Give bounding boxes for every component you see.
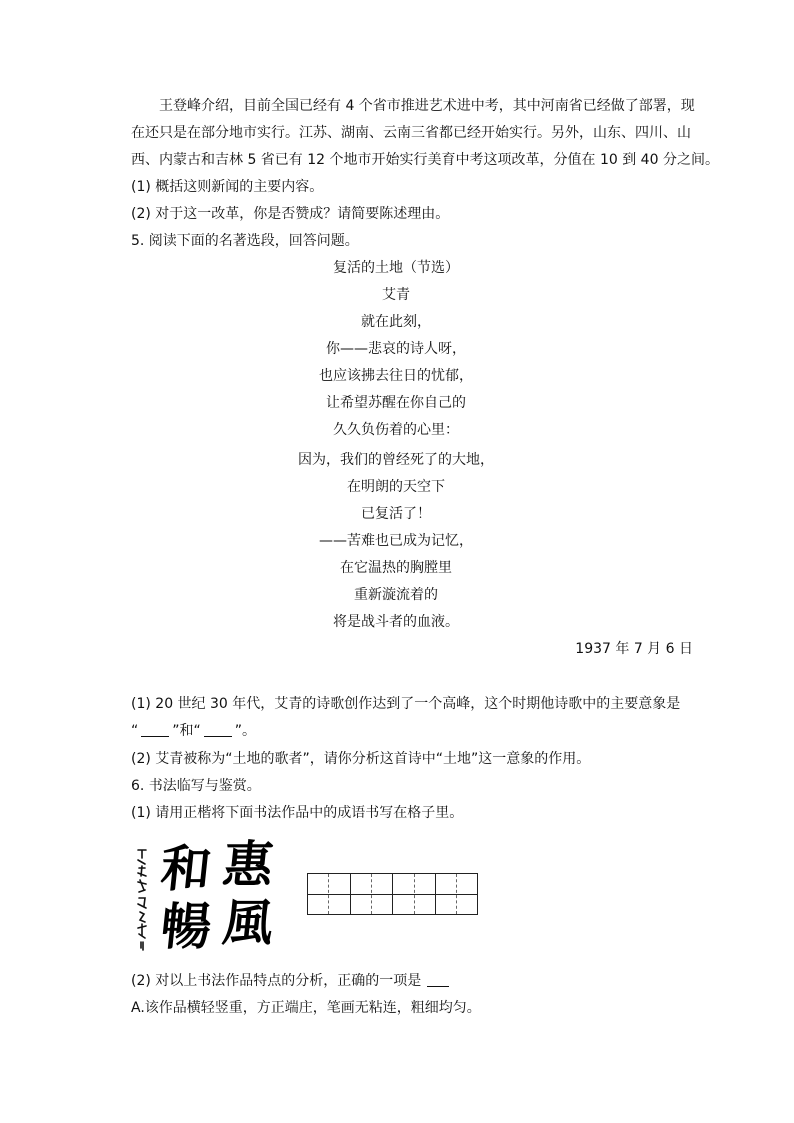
poem-date: 1937 年 7 月 6 日 <box>575 641 693 657</box>
paragraph-line-1: 王登峰介绍，目前全国已经有 4 个省市推进艺术进中考，其中河南省已经做了部署，现 <box>159 98 695 114</box>
writing-grid[interactable] <box>307 873 478 915</box>
grid-cell[interactable] <box>415 874 436 914</box>
calligraphy-char: 惠 <box>219 835 277 894</box>
poem-line: 在明朗的天空下 <box>347 479 445 495</box>
q5-heading: 5. 阅读下面的名著选段，回答问题。 <box>131 233 359 249</box>
calligraphy-char: 風 <box>219 893 277 952</box>
q5-sub2: (2) 艾青被称为“土地的歌者”，请你分析这首诗中“土地”这一意象的作用。 <box>131 751 591 767</box>
grid-cell[interactable] <box>393 874 415 914</box>
poem-line: 将是战斗者的血液。 <box>333 614 459 630</box>
answer-blank[interactable] <box>427 972 449 987</box>
poem-line: 你——悲哀的诗人呀， <box>326 341 466 357</box>
poem-line: 就在此刻， <box>361 314 431 330</box>
open-quote: “ <box>131 723 139 739</box>
q6-sub2 <box>131 971 701 991</box>
grid-cell[interactable] <box>372 874 393 914</box>
poem-line: 在它温热的胸膛里 <box>340 560 452 576</box>
grid-cell[interactable] <box>329 874 351 914</box>
q6-sub1: (1) 请用正楷将下面书法作品中的成语书写在格子里。 <box>131 805 464 821</box>
q6-option-a: A.该作品横轻竖重，方正端庄，笔画无粘连，粗细均匀。 <box>131 1000 481 1016</box>
q4-sub2: (2) 对于这一改革，你是否赞成？请简要陈述理由。 <box>131 206 450 222</box>
grid-cell[interactable] <box>436 874 457 914</box>
poem-line: 已复活了！ <box>361 506 431 522</box>
grid-cell[interactable] <box>308 874 329 914</box>
calligraphy-char: 和 <box>157 839 215 898</box>
answer-blank[interactable] <box>204 722 232 737</box>
q4-sub1: (1) 概括这则新闻的主要内容。 <box>131 179 324 195</box>
inscription-column <box>135 846 149 952</box>
poem-author: 艾青 <box>382 287 410 303</box>
paragraph-line-2: 在还只是在部分地市实行。江苏、湖南、云南三省都已经开始实行。另外，山东、四川、山 <box>131 125 691 141</box>
calligraphy-char: 暢 <box>157 897 215 956</box>
mid-quote: ”和“ <box>172 723 201 739</box>
q6-sub2-text: (2) 对以上书法作品特点的分析，正确的一项是 <box>131 973 422 989</box>
close-quote: ”。 <box>234 723 257 739</box>
poem-line: 重新漩流着的 <box>354 587 438 603</box>
poem-line: 因为，我们的曾经死了的大地， <box>298 452 494 468</box>
q5-sub1-line1: (1) 20 世纪 30 年代，艾青的诗歌创作达到了一个高峰，这个时期他诗歌中的主要意象是 <box>131 696 681 712</box>
q6-heading: 6. 书法临写与鉴赏。 <box>131 778 261 794</box>
grid-cell[interactable] <box>351 874 372 914</box>
poem-line: 让希望苏醒在你自己的 <box>326 395 466 411</box>
poem-line: 久久负伤着的心里： <box>333 422 459 438</box>
calligraphy-artwork <box>133 835 281 956</box>
paragraph-line-3: 西、内蒙古和吉林 5 省已有 12 个地市开始实行美育中考这项改革，分值在 10 到 40 分之间。 <box>131 152 719 168</box>
q5-sub1-line2 <box>131 721 701 741</box>
poem-line: ——苦难也已成为记忆， <box>319 533 473 549</box>
answer-blank[interactable] <box>141 722 169 737</box>
poem-line: 也应该拂去往日的忧郁， <box>319 368 473 384</box>
poem-title: 复活的土地（节选） <box>333 260 459 276</box>
